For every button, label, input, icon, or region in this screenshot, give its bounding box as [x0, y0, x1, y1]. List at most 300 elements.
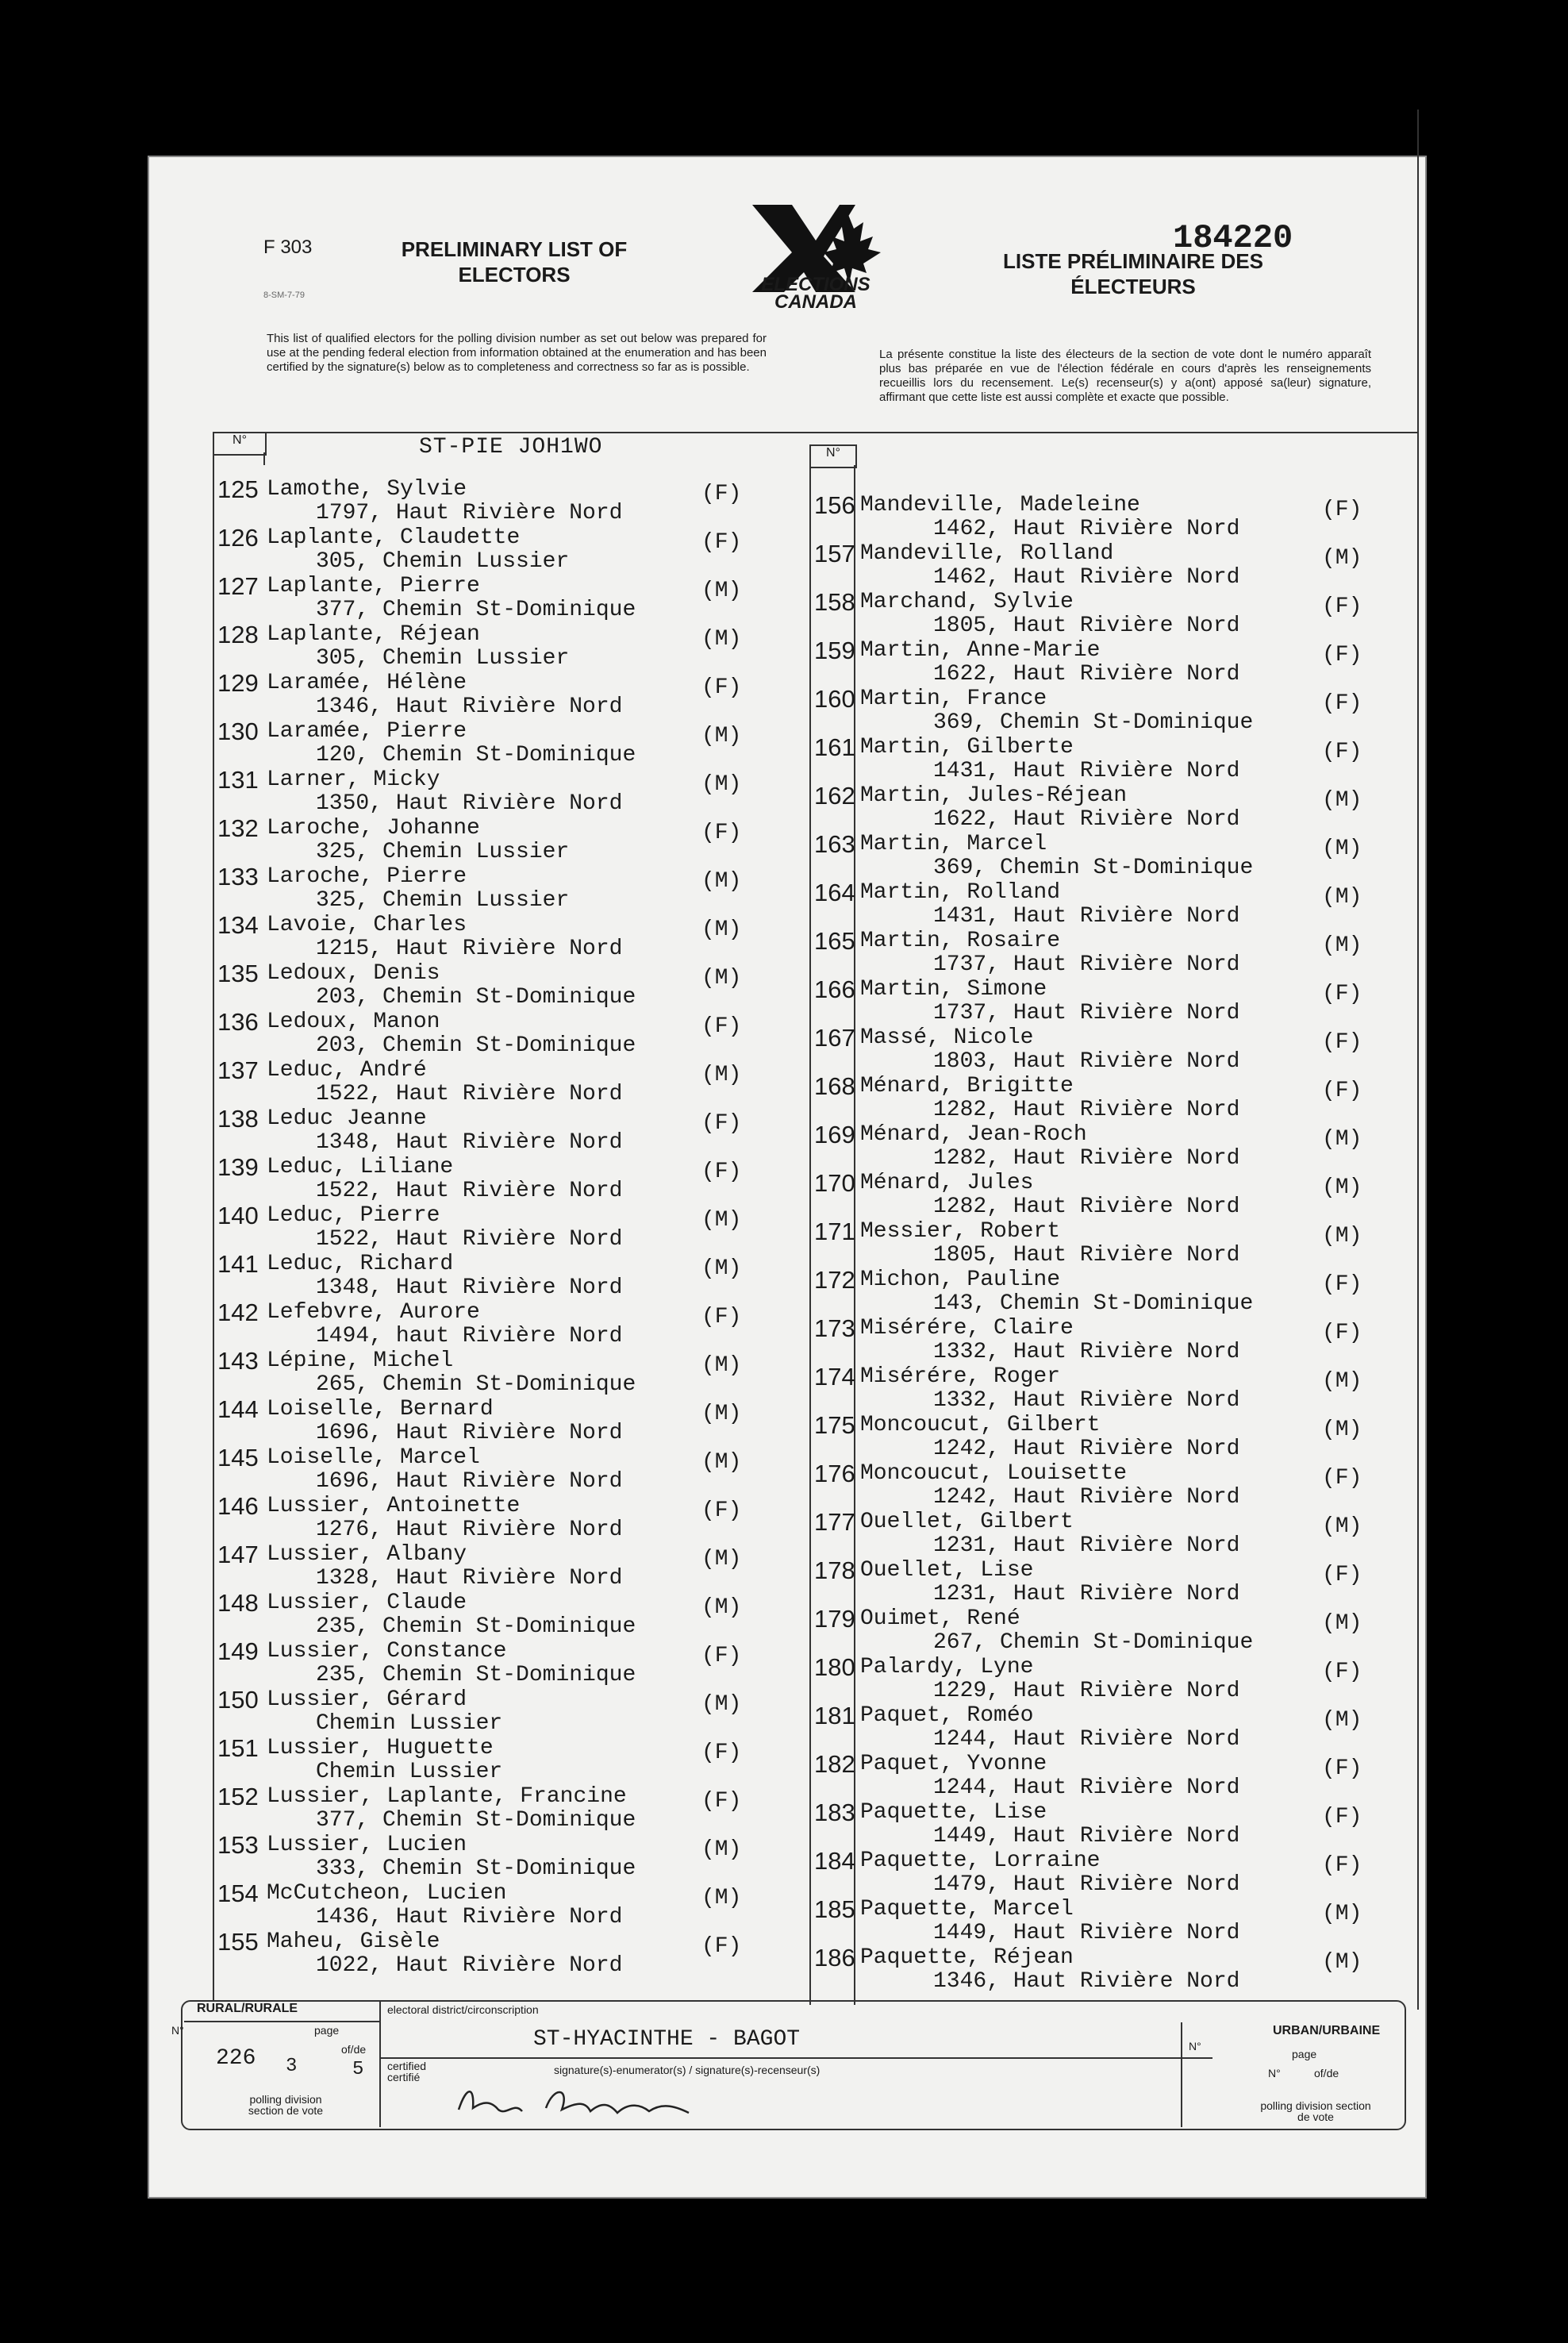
elector-sex: (M) [1322, 885, 1362, 910]
elector-entry [814, 1607, 1417, 1655]
elector-sex: (M) [1322, 1369, 1362, 1394]
elector-entry [217, 1252, 805, 1300]
elector-entry [814, 881, 1417, 929]
elector-name: Messier, Robert [860, 1219, 1061, 1244]
elector-entry [217, 1056, 805, 1106]
polling-number: 226 [216, 2046, 256, 2071]
elector-address: 305, Chemin Lussier [316, 646, 570, 671]
elector-name: Paquette, Lise [860, 1800, 1047, 1825]
elector-sex: (M) [701, 1256, 742, 1281]
elector-address: 1522, Haut Rivière Nord [316, 1227, 623, 1252]
elector-number: 127 [217, 572, 259, 600]
elector-sex: (M) [1322, 1175, 1362, 1200]
elector-entry [814, 1314, 1417, 1364]
elector-entry [217, 1395, 805, 1445]
elector-name: Lussier, Lucien [267, 1833, 467, 1857]
elector-name: Lussier, Laplante, Francine [267, 1784, 627, 1809]
serial-number: 184220 [1173, 219, 1293, 257]
elector-sex: (M) [701, 1692, 742, 1717]
elector-address: 235, Chemin St-Dominique [316, 1614, 636, 1639]
elector-name: Moncoucut, Gilbert [860, 1413, 1101, 1437]
elector-number: 180 [814, 1653, 855, 1681]
form-code: F 303 [263, 237, 313, 258]
elector-name: Lussier, Antoinette [267, 1494, 521, 1518]
elector-number: 134 [217, 911, 259, 939]
elector-name: McCutcheon, Lucien [267, 1881, 507, 1906]
elector-sex: (F) [1322, 691, 1362, 716]
elector-address: 203, Chemin St-Dominique [316, 985, 636, 1010]
rural-rule [184, 2021, 381, 2022]
elector-entry [814, 830, 1417, 880]
elector-address: 1282, Haut Rivière Nord [933, 1195, 1240, 1219]
elector-sex: (F) [701, 1644, 742, 1668]
elector-entry [217, 1298, 805, 1348]
elector-name: Lussier, Gérard [267, 1687, 467, 1712]
elector-sex: (M) [1322, 546, 1362, 571]
elector-address: 267, Chemin St-Dominique [933, 1630, 1254, 1655]
elector-sex: (F) [701, 530, 742, 555]
elector-address: 1449, Haut Rivière Nord [933, 1824, 1240, 1849]
elector-number: 142 [217, 1298, 259, 1326]
elector-address: 1350, Haut Rivière Nord [316, 791, 623, 816]
elector-entry [814, 687, 1417, 735]
page-total: 5 [352, 2059, 364, 2080]
elector-sex: (F) [1322, 1030, 1362, 1055]
elector-number: 149 [217, 1637, 259, 1665]
elector-number: 176 [814, 1460, 855, 1487]
elector-address: 1242, Haut Rivière Nord [933, 1485, 1240, 1510]
elector-name: Lamothe, Sylvie [267, 477, 467, 502]
elector-number: 173 [814, 1314, 855, 1342]
elector-number: 162 [814, 782, 855, 810]
elector-number: 178 [814, 1556, 855, 1584]
elector-name: Moncoucut, Louisette [860, 1461, 1128, 1486]
elector-entry [217, 911, 805, 961]
elector-name: Ménard, Jean-Roch [860, 1122, 1087, 1147]
elector-entry [814, 639, 1417, 687]
elector-address: 369, Chemin St-Dominique [933, 856, 1254, 880]
page-number: 3 [286, 2056, 298, 2077]
elector-number: 186 [814, 1944, 855, 1972]
elector-address: 265, Chemin St-Dominique [316, 1372, 636, 1397]
elector-entry [814, 1411, 1417, 1461]
elector-sex: (M) [701, 724, 742, 748]
elector-sex: (F) [1322, 1563, 1362, 1587]
elector-name: Larner, Micky [267, 768, 440, 792]
elector-entry [814, 1365, 1417, 1413]
elector-entry [217, 1349, 805, 1397]
elector-entry [217, 1591, 805, 1639]
rural-no-label: N° [171, 2024, 184, 2037]
elector-address: 1431, Haut Rivière Nord [933, 759, 1240, 783]
elector-name: Lussier, Albany [267, 1542, 467, 1567]
elector-name: Lussier, Constance [267, 1639, 507, 1664]
elector-sex: (M) [701, 1837, 742, 1862]
elector-entry [814, 1653, 1417, 1703]
elector-address: 1737, Haut Rivière Nord [933, 952, 1240, 977]
elector-entry [814, 1462, 1417, 1510]
elector-entry [217, 865, 805, 913]
elector-number: 125 [217, 475, 259, 503]
elector-sex: (F) [1322, 498, 1362, 522]
elector-address: 1696, Haut Rivière Nord [316, 1421, 623, 1445]
elector-address: 377, Chemin St-Dominique [316, 1808, 636, 1833]
elector-sex: (M) [701, 1063, 742, 1087]
elector-name: Leduc, Pierre [267, 1203, 440, 1228]
elector-name: Ménard, Brigitte [860, 1074, 1074, 1098]
elector-number: 156 [814, 491, 855, 519]
elector-name: Martin, Simone [860, 977, 1047, 1002]
elector-entry [217, 962, 805, 1010]
elector-name: Laplante, Réjean [267, 622, 480, 647]
elector-address: 1276, Haut Rivière Nord [316, 1518, 623, 1542]
elector-number: 157 [814, 540, 855, 567]
elector-entry [814, 1704, 1417, 1752]
elector-address: 203, Chemin St-Dominique [316, 1033, 636, 1058]
elector-address: 377, Chemin St-Dominique [316, 598, 636, 622]
district-label: electoral district/circonscription [387, 2003, 539, 2016]
elector-number: 135 [217, 960, 259, 987]
elector-address: 1282, Haut Rivière Nord [933, 1098, 1240, 1122]
title-english: PRELIMINARY LIST OF ELECTORS [401, 237, 628, 287]
elector-sex: (F) [1322, 1805, 1362, 1829]
elector-name: Paquet, Roméo [860, 1703, 1034, 1728]
elector-name: Laroche, Johanne [267, 816, 480, 841]
elector-number: 175 [814, 1411, 855, 1439]
elector-sex: (M) [1322, 1902, 1362, 1926]
elector-sex: (F) [1322, 1756, 1362, 1781]
elector-entry [814, 1268, 1417, 1316]
intro-english: This list of qualified electors for the polling division number as set out below was prepared for use at the pending federal election from information obtained at the enumeration and has been certified by the signature(s) below as to completeness and correctness so far as is possible. [267, 332, 767, 374]
elector-sex: (M) [1322, 1224, 1362, 1248]
elector-sex: (F) [701, 1499, 742, 1523]
elector-number: 174 [814, 1363, 855, 1391]
elector-entry [217, 1107, 805, 1155]
elector-address: 1229, Haut Rivière Nord [933, 1679, 1240, 1703]
elector-entry [217, 768, 805, 816]
elector-sex: (M) [1322, 933, 1362, 958]
elector-entry [217, 1153, 805, 1203]
elector-name: Ouimet, René [860, 1606, 1020, 1631]
elector-entry [814, 1169, 1417, 1219]
enumerator-signature [451, 2078, 721, 2126]
elector-number: 150 [217, 1686, 259, 1714]
elector-number: 145 [217, 1444, 259, 1472]
elector-address: 1696, Haut Rivière Nord [316, 1469, 623, 1494]
elector-entry [217, 1204, 805, 1252]
elector-entry [814, 1946, 1417, 1994]
elector-name: Martin, Rosaire [860, 929, 1061, 953]
elector-name: Ledoux, Manon [267, 1010, 440, 1034]
number-header-left: N° [213, 432, 267, 456]
elector-number: 177 [814, 1508, 855, 1536]
elector-number: 128 [217, 621, 259, 648]
logo-text: ELECTIONS CANADA [761, 274, 870, 313]
elector-name: Martin, Marcel [860, 832, 1047, 856]
elector-address: 333, Chemin St-Dominique [316, 1856, 636, 1881]
elector-sex: (M) [1322, 1127, 1362, 1152]
elector-sex: (F) [1322, 740, 1362, 764]
elector-name: Ménard, Jules [860, 1171, 1034, 1195]
elector-address: Chemin Lussier [316, 1760, 503, 1784]
elector-number: 143 [217, 1347, 259, 1375]
elector-entry [814, 1510, 1417, 1558]
elector-entry [217, 1446, 805, 1494]
elector-entry [814, 491, 1417, 541]
divider-right-edge [1417, 110, 1419, 2010]
elector-name: Paquette, Réjean [860, 1945, 1074, 1970]
elector-number: 161 [814, 733, 855, 761]
elector-address: 325, Chemin Lussier [316, 888, 570, 913]
elector-address: 1348, Haut Rivière Nord [316, 1275, 623, 1300]
elector-entry [814, 929, 1417, 977]
number-header-right: N° [809, 444, 857, 468]
elector-number: 164 [814, 879, 855, 906]
elector-address: 1431, Haut Rivière Nord [933, 904, 1240, 929]
elector-address: 1348, Haut Rivière Nord [316, 1130, 623, 1155]
elector-name: Ouellet, Lise [860, 1558, 1034, 1583]
elector-entry [217, 572, 805, 622]
elector-number: 138 [217, 1105, 259, 1133]
elector-address: 1215, Haut Rivière Nord [316, 937, 623, 961]
elector-sex: (F) [1322, 1853, 1362, 1878]
elector-address: 369, Chemin St-Dominique [933, 710, 1254, 735]
elector-number: 126 [217, 524, 259, 552]
elector-name: Lussier, Claude [267, 1591, 467, 1615]
elector-name: Leduc, Liliane [267, 1155, 454, 1179]
elector-number: 170 [814, 1169, 855, 1197]
elector-entry [217, 1833, 805, 1881]
signature-rule [379, 2057, 1213, 2059]
elector-sex: (F) [1322, 1466, 1362, 1491]
elector-address: 143, Chemin St-Dominique [933, 1291, 1254, 1316]
elector-name: Ledoux, Denis [267, 961, 440, 986]
elector-number: 169 [814, 1121, 855, 1148]
elector-sex: (M) [701, 1353, 742, 1378]
urban-of-label: of/de [1314, 2067, 1339, 2079]
elector-entry [217, 623, 805, 671]
elector-entry [217, 1637, 805, 1687]
elector-address: 1244, Haut Rivière Nord [933, 1727, 1240, 1752]
elector-sex: (M) [701, 1208, 742, 1233]
divider-left-edge [213, 452, 214, 2002]
elector-name: Mandeville, Madeleine [860, 493, 1140, 517]
elector-number: 148 [217, 1589, 259, 1617]
elector-entry [217, 720, 805, 768]
elector-number: 160 [814, 685, 855, 713]
elector-entry [814, 1801, 1417, 1849]
elector-sex: (F) [1322, 1272, 1362, 1297]
elector-number: 136 [217, 1008, 259, 1036]
elector-sex: (F) [1322, 643, 1362, 668]
elector-address: 1242, Haut Rivière Nord [933, 1437, 1240, 1461]
elector-address: 1332, Haut Rivière Nord [933, 1340, 1240, 1364]
elector-sex: (M) [1322, 1708, 1362, 1733]
elector-sex: (F) [1322, 594, 1362, 619]
urban-page-label: page [1292, 2048, 1317, 2060]
elector-entry [814, 1072, 1417, 1122]
elector-address: 235, Chemin St-Dominique [316, 1663, 636, 1687]
elector-entry [814, 1556, 1417, 1606]
elector-name: Lavoie, Charles [267, 913, 467, 937]
elector-number: 129 [217, 669, 259, 697]
elector-entry [814, 1895, 1417, 1945]
elector-sex: (M) [1322, 788, 1362, 813]
elector-number: 159 [814, 637, 855, 664]
elector-number: 147 [217, 1541, 259, 1568]
elector-name: Paquette, Marcel [860, 1897, 1074, 1922]
elector-sex: (M) [701, 1402, 742, 1426]
elector-name: Massé, Nicole [860, 1025, 1034, 1050]
divider-center [809, 465, 811, 2005]
elector-entry [814, 733, 1417, 783]
elector-address: 1522, Haut Rivière Nord [316, 1082, 623, 1106]
elector-name: Loiselle, Bernard [267, 1397, 494, 1422]
urban-no-label: N° [1189, 2040, 1201, 2053]
elector-sex: (F) [1322, 1321, 1362, 1345]
elector-name: Misérére, Roger [860, 1364, 1061, 1389]
elector-address: 120, Chemin St-Dominique [316, 743, 636, 768]
elector-name: Martin, Gilberte [860, 735, 1074, 760]
elector-address: 1231, Haut Rivière Nord [933, 1533, 1240, 1558]
elector-sex: (F) [701, 1934, 742, 1959]
elector-address: 1737, Haut Rivière Nord [933, 1001, 1240, 1025]
elector-number: 132 [217, 814, 259, 842]
elector-address: 1282, Haut Rivière Nord [933, 1146, 1240, 1171]
elector-entry [814, 1220, 1417, 1268]
elector-entry [217, 1785, 805, 1833]
elector-name: Martin, Rolland [860, 880, 1061, 905]
elector-address: 1346, Haut Rivière Nord [316, 694, 623, 719]
elector-address: 1449, Haut Rivière Nord [933, 1921, 1240, 1945]
column-heading: ST-PIE JOH1WO [419, 435, 603, 460]
elector-number: 181 [814, 1702, 855, 1729]
page-label: page [314, 2024, 340, 2037]
elector-number: 131 [217, 766, 259, 794]
form-sheet [148, 156, 1427, 2199]
elector-name: Laplante, Pierre [267, 574, 480, 598]
divider-num-left [263, 452, 265, 465]
elector-sex: (F) [1322, 982, 1362, 1006]
elector-entry [814, 1026, 1417, 1074]
elector-name: Leduc, Richard [267, 1252, 454, 1276]
elector-name: Martin, Jules-Réjean [860, 783, 1128, 808]
elector-address: 325, Chemin Lussier [316, 840, 570, 864]
urban-label: URBAN/URBAINE [1273, 2024, 1381, 2037]
elector-entry [217, 671, 805, 719]
elector-name: Lefebvre, Aurore [267, 1300, 480, 1325]
elector-number: 153 [217, 1831, 259, 1859]
elector-address: 1022, Haut Rivière Nord [316, 1953, 623, 1978]
elector-sex: (F) [1322, 1079, 1362, 1103]
elector-address: 1231, Haut Rivière Nord [933, 1582, 1240, 1606]
elector-address: 1346, Haut Rivière Nord [933, 1969, 1240, 1994]
elector-sex: (M) [701, 772, 742, 797]
elector-entry [217, 814, 805, 864]
elector-sex: (F) [701, 821, 742, 845]
elector-number: 141 [217, 1250, 259, 1278]
elector-address: 1462, Haut Rivière Nord [933, 517, 1240, 541]
elector-sex: (F) [701, 1305, 742, 1329]
elector-entry [814, 1123, 1417, 1171]
elector-entry [217, 1734, 805, 1784]
elector-name: Michon, Pauline [860, 1268, 1061, 1292]
elector-entry [814, 542, 1417, 590]
elector-address: 1436, Haut Rivière Nord [316, 1905, 623, 1929]
elector-name: Marchand, Sylvie [860, 590, 1074, 614]
elector-number: 158 [814, 588, 855, 616]
elector-number: 168 [814, 1072, 855, 1100]
elector-number: 179 [814, 1605, 855, 1633]
elector-name: Palardy, Lyne [860, 1655, 1034, 1679]
elector-number: 144 [217, 1395, 259, 1423]
elector-sex: (M) [1322, 1950, 1362, 1975]
elector-address: 1805, Haut Rivière Nord [933, 1243, 1240, 1268]
elector-name: Laramée, Hélène [267, 671, 467, 695]
elector-number: 130 [217, 718, 259, 745]
elector-address: Chemin Lussier [316, 1711, 503, 1736]
elector-sex: (M) [701, 1886, 742, 1910]
elector-entry [217, 1543, 805, 1591]
elector-entry [217, 475, 805, 525]
urban-no2-label: N° [1268, 2067, 1281, 2079]
elector-address: 1479, Haut Rivière Nord [933, 1872, 1240, 1897]
elector-address: 1797, Haut Rivière Nord [316, 501, 623, 525]
urban-polling-label: polling division section de vote [1260, 2099, 1371, 2123]
elector-number: 154 [217, 1879, 259, 1907]
elector-number: 172 [814, 1266, 855, 1294]
elector-number: 133 [217, 863, 259, 891]
elector-name: Misérére, Claire [860, 1316, 1074, 1341]
elector-entry [814, 975, 1417, 1025]
elector-entry [814, 784, 1417, 832]
elector-sex: (M) [701, 1547, 742, 1572]
elector-entry [217, 526, 805, 574]
elector-sex: (M) [701, 966, 742, 991]
polling-division-label: polling division section de vote [248, 2093, 324, 2117]
elector-name: Leduc, André [267, 1058, 427, 1083]
elector-address: 1332, Haut Rivière Nord [933, 1388, 1240, 1413]
elector-name: Ouellet, Gilbert [860, 1510, 1074, 1534]
elector-entry [814, 1849, 1417, 1897]
elector-entry [217, 1879, 805, 1929]
elector-name: Martin, Anne-Marie [860, 638, 1101, 663]
elector-number: 155 [217, 1928, 259, 1956]
elector-number: 165 [814, 927, 855, 955]
elector-address: 1328, Haut Rivière Nord [316, 1566, 623, 1591]
elector-address: 1622, Haut Rivière Nord [933, 807, 1240, 832]
elector-number: 163 [814, 830, 855, 858]
elector-name: Laroche, Pierre [267, 864, 467, 889]
intro-french: La présente constitue la liste des électeurs de la section de vote dont le numéro apparaît plus bas préparée en vue de l'élection fédérale en cours d'après les renseignements recueillis lors du recensement. Le(s) recenseur(s) y a(ont) apposé sa(leur) signature, affirmant que cette liste est aussi complète et exacte que possible. [879, 348, 1371, 404]
elector-sex: (F) [701, 675, 742, 700]
elector-name: Lussier, Huguette [267, 1736, 494, 1760]
elector-number: 185 [814, 1895, 855, 1923]
elector-address: 1622, Haut Rivière Nord [933, 662, 1240, 687]
elector-sex: (M) [701, 627, 742, 652]
elector-sex: (F) [701, 1741, 742, 1765]
elector-number: 146 [217, 1492, 259, 1520]
elector-address: 1805, Haut Rivière Nord [933, 614, 1240, 638]
elector-sex: (M) [701, 579, 742, 603]
elector-sex: (F) [1322, 1660, 1362, 1684]
elector-sex: (M) [1322, 1514, 1362, 1539]
elector-number: 140 [217, 1202, 259, 1229]
elector-number: 184 [814, 1847, 855, 1875]
elector-address: 1522, Haut Rivière Nord [316, 1179, 623, 1203]
elector-name: Lépine, Michel [267, 1348, 454, 1373]
elector-sex: (M) [1322, 837, 1362, 861]
